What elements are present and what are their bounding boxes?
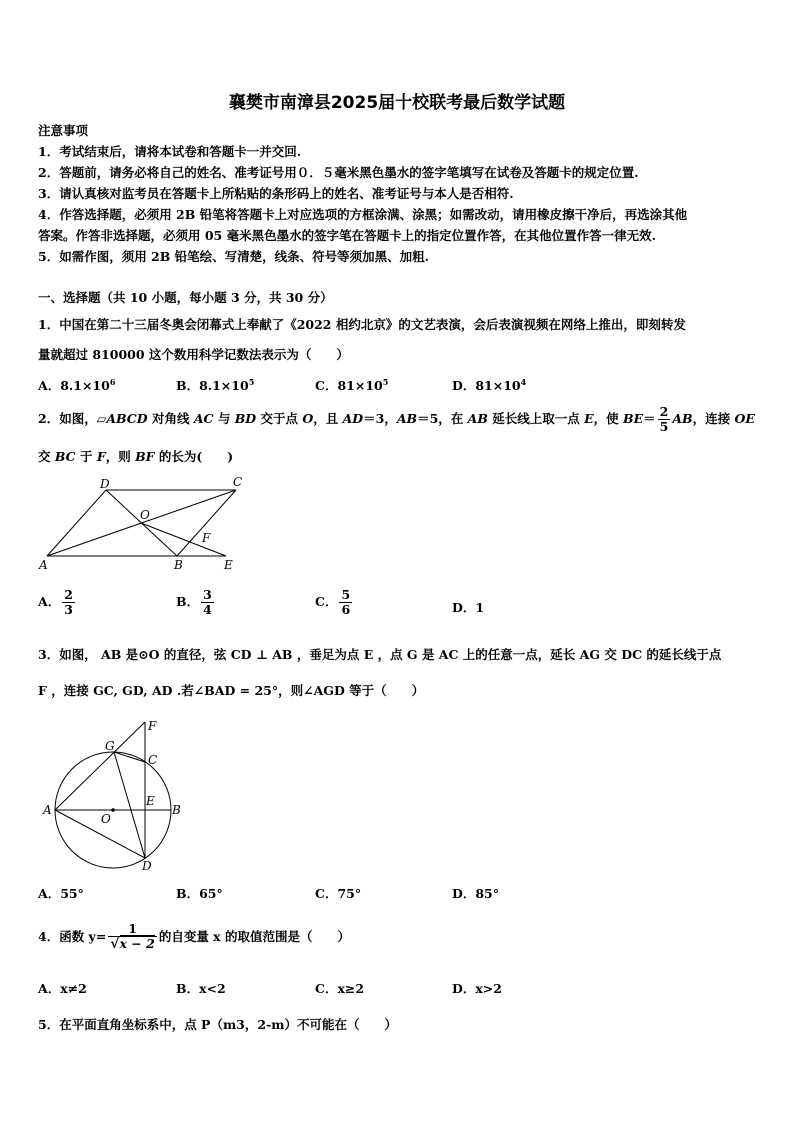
point-label-a: A — [43, 803, 52, 817]
center-dot — [111, 808, 115, 812]
note-item-2: 2．答题前，请务必将自己的姓名、准考证号用０．５毫米黑色墨水的签字笔填写在试卷及答题卡的规定位置. — [38, 165, 639, 180]
q4-option-b: B．x<2 — [176, 981, 226, 996]
segment-gd — [114, 752, 145, 858]
point-label-d: D — [142, 859, 152, 872]
point-label-b: B — [172, 803, 181, 817]
point-label-e: E — [224, 558, 233, 572]
q2-line1: 2．如图，▱ABCD 对角线 AC 与 BD 交于点 O，且 AD＝3，AB＝5，在 AB 延长线上取一点 E，使 BE＝ $\frac{2}{5}$ AB，连接 OE — [38, 404, 755, 434]
q3-option-c: C．75° — [315, 886, 362, 901]
q1-line2: 量就超过 810000 这个数用科学记数法表示为（ ） — [38, 347, 349, 362]
point-label-d: D — [100, 477, 110, 491]
note-item-4-cont: 答案。作答非选择题，必须用 05 毫米黑色墨水的签字笔在答题卡上的指定位置作答，在其他位置作答一律无效. — [38, 228, 656, 243]
q3-option-a: A．55° — [38, 886, 84, 901]
line-af — [55, 722, 145, 810]
point-label-b: B — [174, 558, 183, 572]
point-label-f: F — [148, 719, 157, 733]
point-label-g: G — [105, 739, 115, 753]
q2-line2: 交 BC 于 F，则 BF 的长为( ) — [38, 449, 234, 464]
q1-option-d: D．$81\times 10^4$ — [452, 376, 527, 393]
q4-option-c: C．x≥2 — [315, 981, 365, 996]
q3-line1: 3．如图， AB 是⊙O 的直径，弦 CD ⊥ AB ，垂足为点 E ，点 G 是 AC 上的任意一点，延长 AG 交 DC 的延长线于点 — [38, 647, 722, 662]
point-label-f: F — [202, 531, 211, 545]
q2-fraction: $\frac{2}{5}$ — [659, 404, 669, 434]
point-label-o: O — [101, 812, 111, 826]
point-label-e: E — [146, 794, 155, 808]
q5-line1: 5．在平面直角坐标系中，点 P（m3，2-m）不可能在（ ） — [38, 1017, 397, 1032]
q3-option-b: B．65° — [176, 886, 223, 901]
point-label-c: C — [148, 753, 158, 767]
point-label-c: C — [233, 475, 243, 489]
note-item-5: 5．如需作图，须用 2B 铅笔绘、写清楚，线条、符号等须加黑、加粗. — [38, 249, 430, 264]
segment-oe — [141, 523, 226, 556]
point-label-a: A — [39, 558, 48, 572]
q4-fraction: $\frac{1}{√x - 2}$ — [110, 921, 155, 953]
notes-heading: 注意事项 — [38, 123, 89, 138]
q1-line1: 1．中国在第二十三届冬奥会闭幕式上奉献了《2022 相约北京》的文艺表演，会后表演视频在网络上推出，即刻转发 — [38, 317, 686, 332]
note-item-1: 1．考试结束后，请将本试卷和答题卡一并交回. — [38, 144, 302, 159]
q4-line1: 4．函数 y= $\frac{1}{√x - 2}$ 的自变量 x 的取值范围是（ ） — [38, 921, 350, 953]
q1-option-c: C．$81\times 10^5$ — [315, 376, 389, 393]
q2-option-c: C． $\frac{5}{6}$ — [315, 587, 351, 617]
q3-circle-figure — [38, 712, 188, 872]
note-item-3: 3．请认真核对监考员在答题卡上所粘贴的条形码上的姓名、准考证号与本人是否相符. — [38, 186, 514, 201]
note-item-4: 4．作答选择题，必须用 2B 铅笔将答题卡上对应选项的方框涂满、涂黑；如需改动，请用橡皮擦干净后，再选涂其他 — [38, 207, 688, 222]
q2-option-d: D．1 — [452, 600, 485, 615]
q2-parallelogram-figure — [36, 472, 256, 574]
q4-option-a: A．x≠2 — [38, 981, 87, 996]
q1-option-a: A．$8.1\times 10^6$ — [38, 376, 116, 393]
segment-ad — [55, 810, 145, 858]
q3-option-d: D．85° — [452, 886, 499, 901]
q4-option-d: D．x>2 — [452, 981, 502, 996]
q3-line2: F ，连接 GC, GD, AD .若∠BAD = 25°，则∠AGD 等于（ ） — [38, 683, 425, 698]
section-heading: 一、选择题（共 10 小题，每小题 3 分，共 30 分） — [38, 290, 333, 305]
page-title: 襄樊市南漳县2025届十校联考最后数学试题 — [228, 93, 566, 113]
q2-option-a: A． $\frac{2}{3}$ — [38, 587, 73, 617]
q1-option-b: B．$8.1\times 10^5$ — [176, 376, 255, 393]
point-label-o: O — [140, 508, 150, 522]
segment-gc — [114, 752, 145, 762]
q2-option-b: B． $\frac{3}{4}$ — [176, 587, 212, 617]
